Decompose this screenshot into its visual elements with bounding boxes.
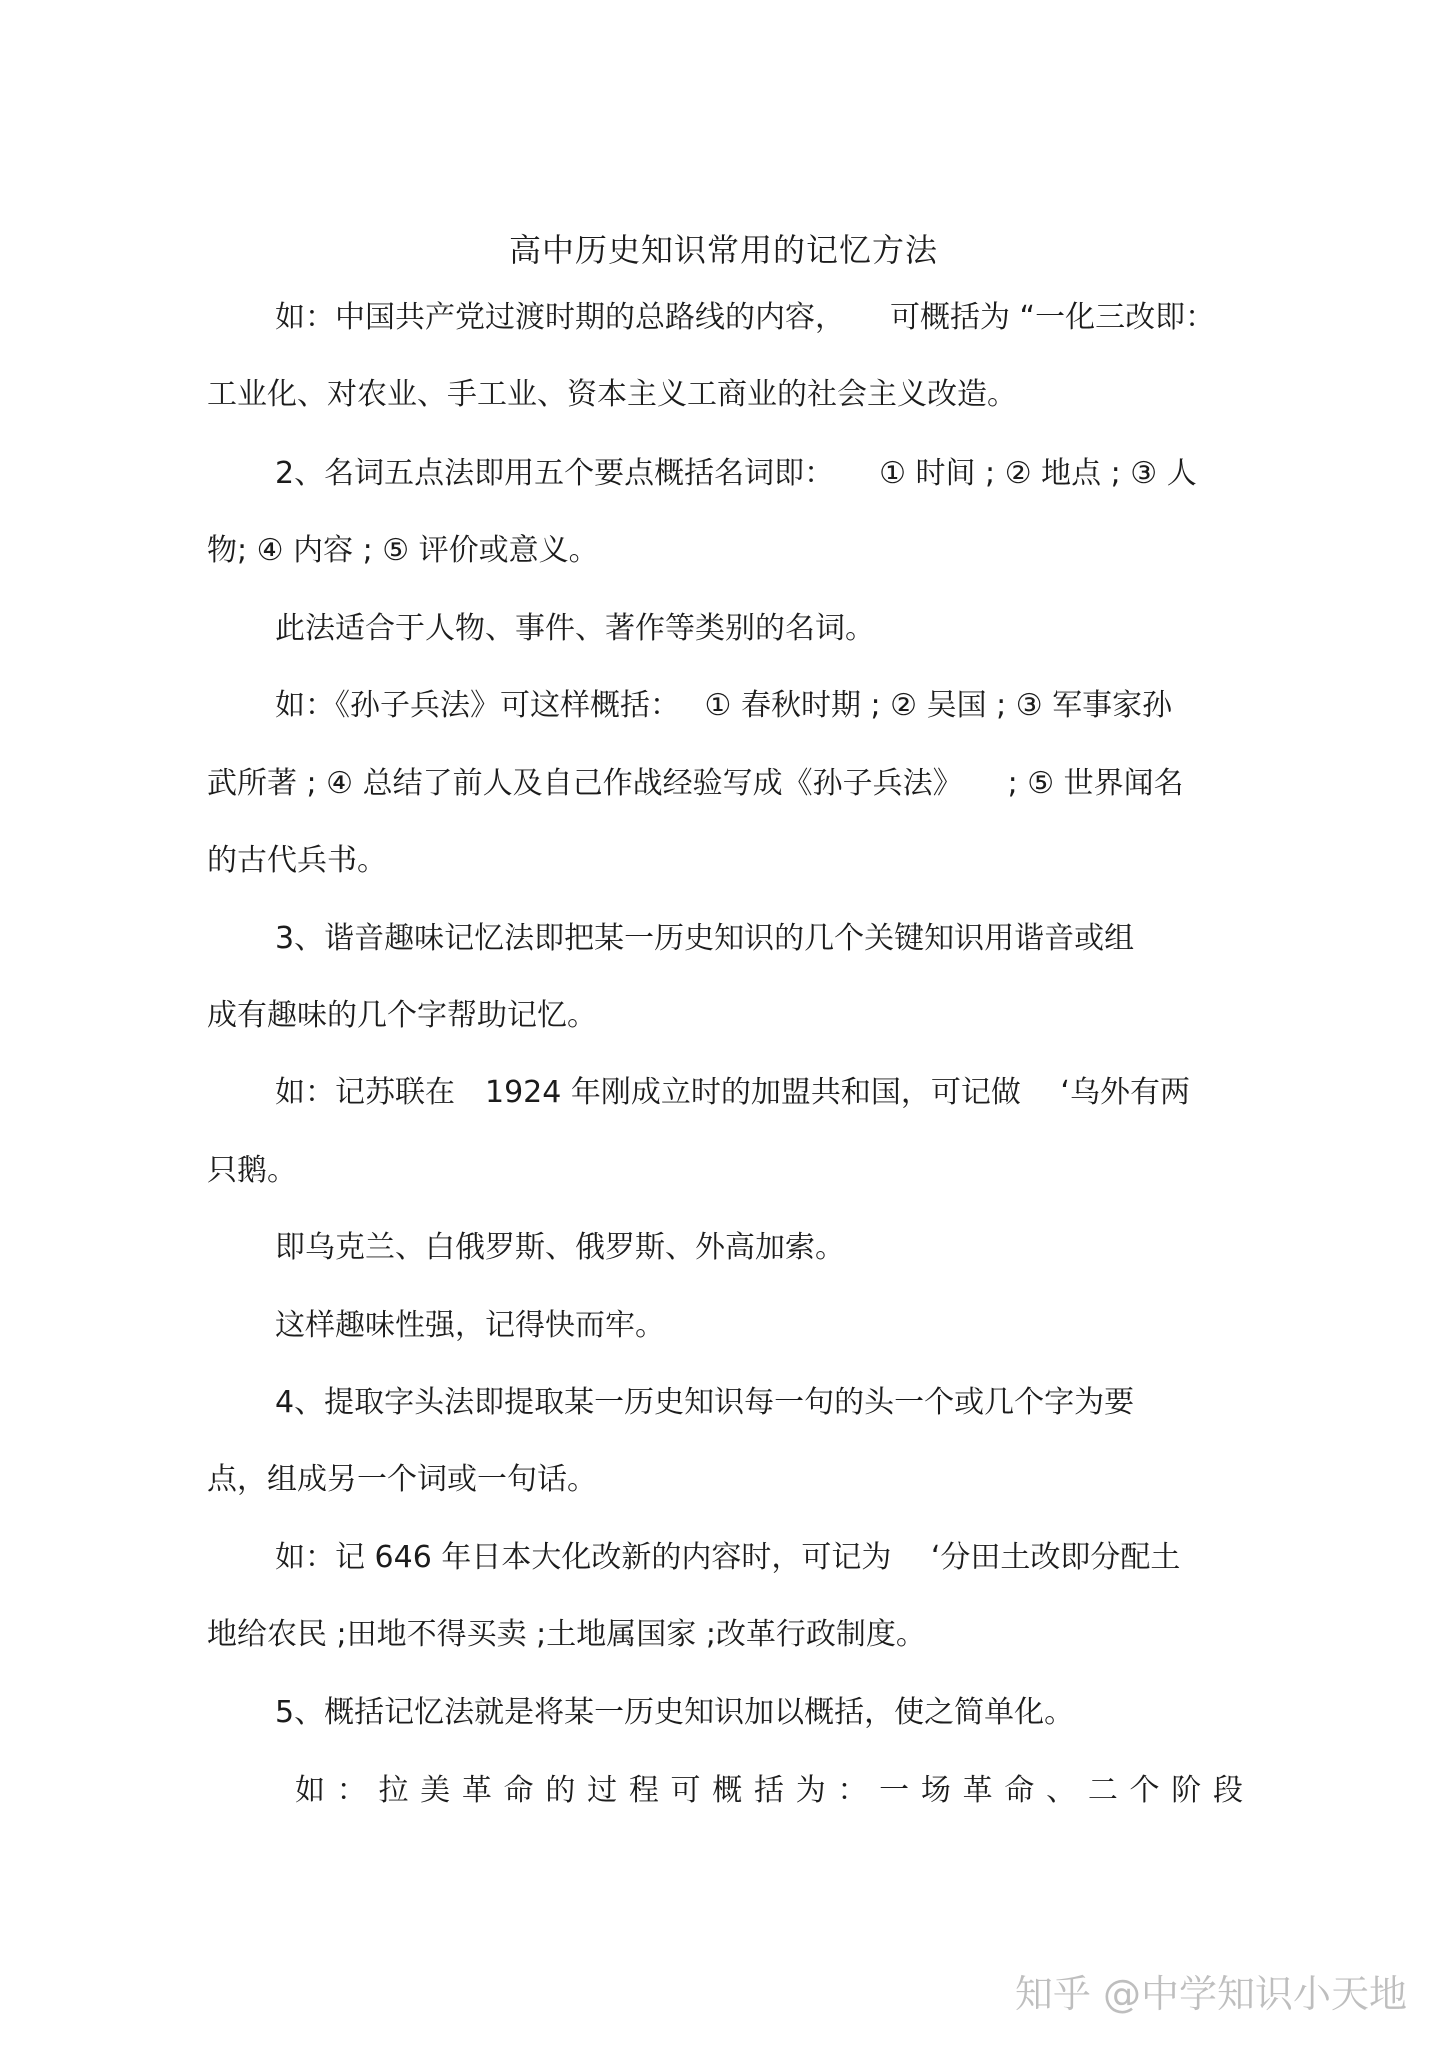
document-title: 高中历史知识常用的记忆方法 <box>508 231 938 269</box>
watermark-text: 知乎 @中学知识小天地 <box>1014 1972 1407 2016</box>
paragraph-line: 4、提取字头法即提取某一历史知识每一句的头一个或几个字为要 <box>275 1385 1135 1420</box>
paragraph-line: 工业化、对农业、手工业、资本主义工商业的社会主义改造。 <box>207 377 1017 412</box>
paragraph-line: 2、名词五点法即用五个要点概括名词即： ① 时间 ; ② 地点 ; ③ 人 <box>275 456 1197 491</box>
paragraph-line: 这样趣味性强，记得快而牢。 <box>275 1308 665 1343</box>
paragraph-line: 如：《孙子兵法》可这样概括： ① 春秋时期 ; ② 吴国 ; ③ 军事家孙 <box>275 688 1173 723</box>
paragraph-line: 如：拉美革命的过程可概括为：一场革命、二个阶段 <box>295 1773 1243 1808</box>
paragraph-line: 物; ④ 内容 ; ⑤ 评价或意义。 <box>207 533 599 568</box>
paragraph-line: 如：中国共产党过渡时期的总路线的内容， 可概括为 “一化三改即： <box>275 300 1216 335</box>
paragraph-line: 5、概括记忆法就是将某一历史知识加以概括，使之简单化。 <box>275 1695 1075 1730</box>
paragraph-line: 此法适合于人物、事件、著作等类别的名词。 <box>275 611 875 646</box>
paragraph-line: 武所著 ; ④ 总结了前人及自己作战经验写成《孙子兵法》 ; ⑤ 世界闻名 <box>207 766 1184 801</box>
paragraph-line: 的古代兵书。 <box>207 843 387 878</box>
paragraph-line: 3、谐音趣味记忆法即把某一历史知识的几个关键知识用谐音或组 <box>275 921 1135 956</box>
paragraph-line: 点，组成另一个词或一句话。 <box>207 1462 597 1497</box>
paragraph-line: 即乌克兰、白俄罗斯、俄罗斯、外高加索。 <box>275 1230 845 1265</box>
paragraph-line: 如：记苏联在 1924 年刚成立时的加盟共和国，可记做 ‘乌外有两 <box>275 1075 1190 1110</box>
paragraph-line: 只鹅。 <box>207 1153 297 1188</box>
paragraph-line: 成有趣味的几个字帮助记忆。 <box>207 998 597 1033</box>
paragraph-line: 如：记 646 年日本大化改新的内容时，可记为 ‘分田土改即分配土 <box>275 1540 1181 1575</box>
paragraph-line: 地给农民 ;田地不得买卖 ;土地属国家 ;改革行政制度。 <box>207 1617 926 1652</box>
